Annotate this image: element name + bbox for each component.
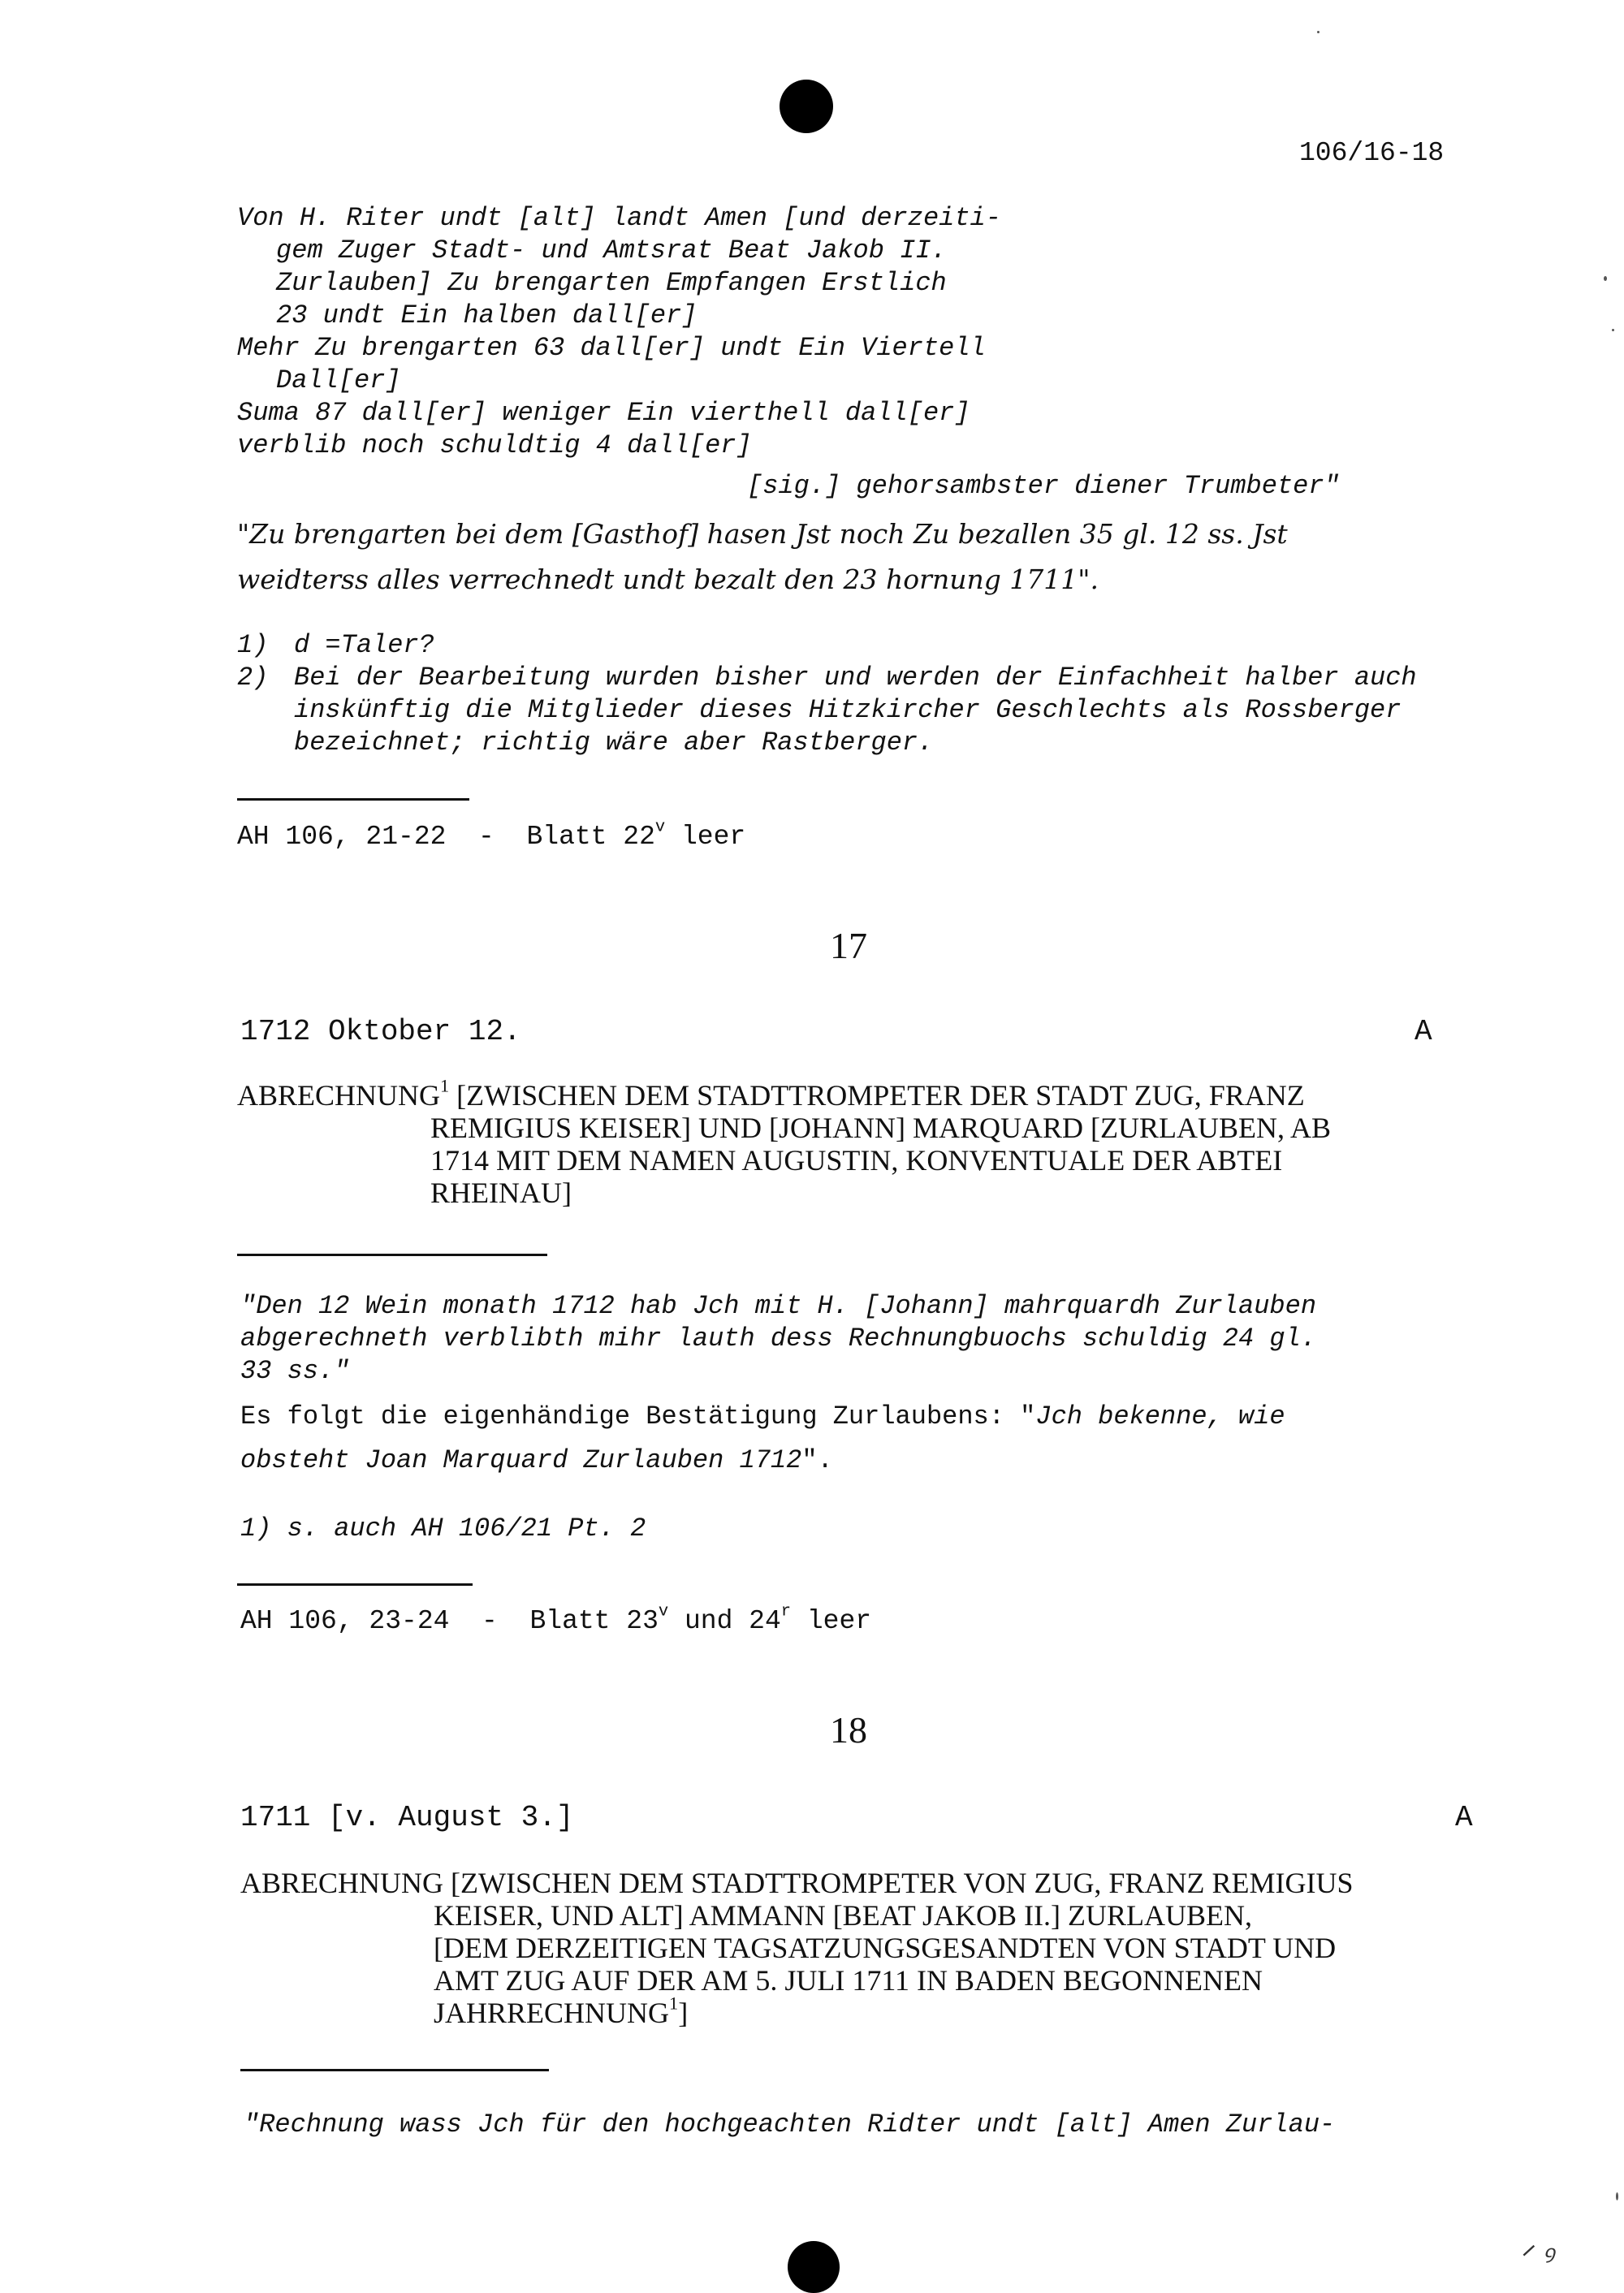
doc17-confirmation-line: Es folgt die eigenhändige Bestätigung Zurlaubens: "Jch bekenne, wie bbox=[240, 1401, 1285, 1432]
doc16-line: Dall[er] bbox=[276, 365, 401, 395]
note-separator-rule bbox=[237, 1254, 547, 1256]
doc18-title-line: [DEM DERZEITIGEN TAGSATZUNGSGESANDTEN VON STADT UND bbox=[434, 1932, 1337, 1964]
scan-speck bbox=[1616, 2192, 1618, 2200]
doc17-number: 17 bbox=[830, 925, 867, 966]
doc17-title-line: RHEINAU] bbox=[430, 1177, 572, 1209]
doc16-note-text: d =Taler? bbox=[294, 630, 434, 660]
doc17-date: 1712 Oktober 12. bbox=[240, 1015, 521, 1048]
doc16-line: gem Zuger Stadt- und Amtsrat Beat Jakob II. bbox=[276, 235, 947, 266]
doc17-quote-line: "Den 12 Wein monath 1712 hab Jch mit H. [Johann] mahrquardh Zurlauben bbox=[240, 1291, 1317, 1321]
handwritten-page-mark: ᐟ ꝰ bbox=[1518, 2239, 1553, 2274]
note-separator-rule bbox=[237, 798, 469, 801]
doc16-note-text: bezeichnet; richtig wäre aber Rastberger. bbox=[294, 728, 934, 758]
note-separator-rule bbox=[237, 1583, 473, 1586]
doc18-quote-line: "Rechnung wass Jch für den hochgeachten Ridter undt [alt] Amen Zurlau- bbox=[244, 2109, 1336, 2140]
doc16-line: Mehr Zu brengarten 63 dall[er] undt Ein Viertell bbox=[237, 333, 986, 363]
doc16-handwritten-line: "Zu brengarten bei dem [Gasthof] hasen Jst noch Zu bezallen 35 gl. 12 ss. Jst bbox=[237, 518, 1288, 550]
scan-speck bbox=[1612, 329, 1614, 331]
doc16-folio-note: AH 106, 21-22 - Blatt 22$^v$ leer bbox=[237, 818, 746, 852]
doc17-quote-line: abgerechneth verblibth mihr lauth dess Rechnungbuochs schuldig 24 gl. bbox=[240, 1324, 1317, 1354]
doc17-folio-note: AH 106, 23-24 - Blatt 23$^v$ und 24$^r$ leer bbox=[240, 1602, 872, 1636]
doc18-title-line: AMT ZUG AUF DER AM 5. JULI 1711 IN BADEN BEGONNENEN bbox=[434, 1964, 1263, 1997]
scan-speck bbox=[1604, 276, 1607, 281]
note-separator-rule bbox=[240, 2069, 549, 2071]
doc16-handwritten-line: weidterss alles verrechnedt undt bezalt den 23 hornung 1711". bbox=[237, 564, 1099, 595]
doc16-line: Von H. Riter undt [alt] landt Amen [und derzeiti- bbox=[237, 203, 1001, 233]
doc17-confirmation-line: obsteht Joan Marquard Zurlauben 1712". bbox=[240, 1445, 833, 1475]
doc16-note-number: 2) bbox=[237, 663, 269, 693]
doc18-date: 1711 [v. August 3.] bbox=[240, 1801, 574, 1834]
doc18-title-line: KEISER, UND ALT] AMMANN [BEAT JAKOB II.] ZURLAUBEN, bbox=[434, 1899, 1252, 1932]
doc16-note-number: 1) bbox=[237, 630, 269, 660]
doc18-title-line: ABRECHNUNG [ZWISCHEN DEM STADTTROMPETER VON ZUG, FRANZ REMIGIUS bbox=[240, 1867, 1354, 1899]
doc16-line: 23 undt Ein halben dall[er] bbox=[276, 300, 698, 330]
punch-hole-top bbox=[780, 80, 833, 133]
punch-hole-bottom bbox=[788, 2241, 840, 2293]
doc16-signature: [sig.] gehorsambster diener Trumbeter" bbox=[747, 471, 1340, 501]
doc18-letter: A bbox=[1455, 1801, 1473, 1834]
doc18-number: 18 bbox=[830, 1709, 867, 1751]
scan-speck bbox=[1317, 31, 1320, 33]
doc16-line: Suma 87 dall[er] weniger Ein vierthell dall[er] bbox=[237, 398, 970, 428]
page-reference: 106/16-18 bbox=[1299, 138, 1445, 168]
doc16-line: verblib noch schuldtig 4 dall[er] bbox=[237, 430, 752, 460]
doc17-quote-line: 33 ss." bbox=[240, 1356, 350, 1386]
doc17-title-line: REMIGIUS KEISER] UND [JOHANN] MARQUARD [ZURLAUBEN, AB bbox=[430, 1112, 1331, 1144]
doc16-line: Zurlauben] Zu brengarten Empfangen Erstlich bbox=[276, 268, 947, 298]
doc17-note: 1) s. auch AH 106/21 Pt. 2 bbox=[240, 1514, 646, 1544]
doc16-note-text: inskünftig die Mitglieder dieses Hitzkircher Geschlechts als Rossberger bbox=[294, 695, 1402, 725]
doc17-title-line: ABRECHNUNG$^1$ [ZWISCHEN DEM STADTTROMPETER DER STADT ZUG, FRANZ bbox=[237, 1075, 1305, 1112]
doc16-note-text: Bei der Bearbeitung wurden bisher und werden der Einfachheit halber auch bbox=[294, 663, 1417, 693]
doc18-title-line: JAHRRECHNUNG$^1$] bbox=[434, 1993, 689, 2029]
doc17-title-line: 1714 MIT DEM NAMEN AUGUSTIN, KONVENTUALE DER ABTEI bbox=[430, 1144, 1283, 1177]
doc17-letter: A bbox=[1415, 1015, 1432, 1048]
